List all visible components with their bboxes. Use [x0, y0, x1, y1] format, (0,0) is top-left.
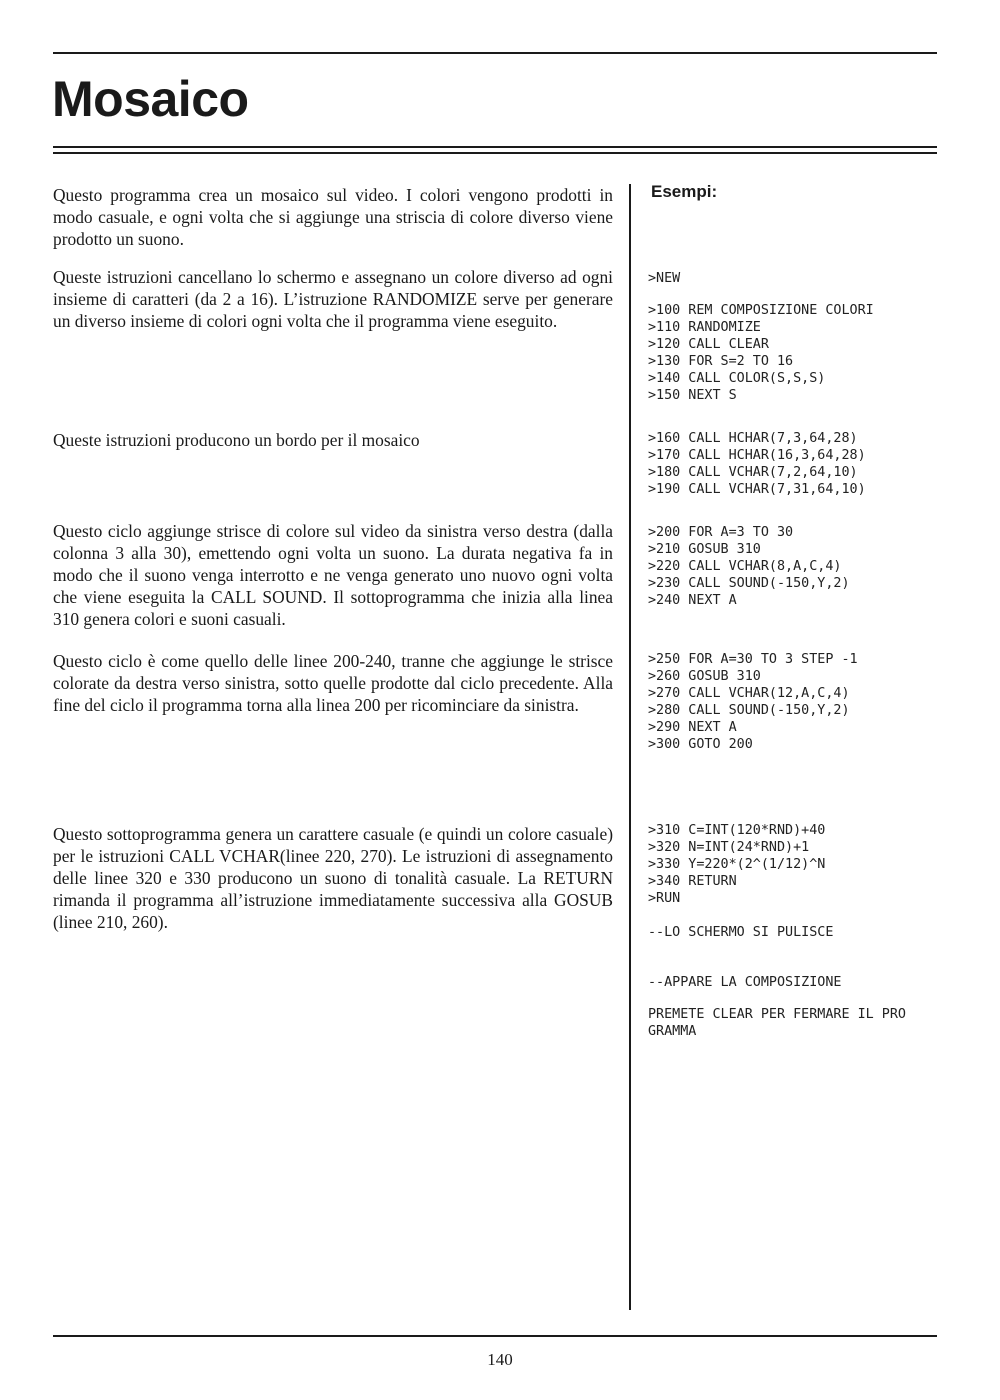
top-rule: [53, 52, 937, 54]
column-divider: [629, 184, 631, 1310]
code-setup: >100 REM COMPOSIZIONE COLORI >110 RANDOMIZE >120 CALL CLEAR >130 FOR S=2 TO 16 >140 CALL COLOR(S,S,S) >150 NEXT S: [648, 303, 874, 403]
title-double-rule-top: [53, 146, 937, 148]
paragraph-left-loop: Questo ciclo aggiunge strisce di colore sul video da sinistra verso destra (dalla colonna 3 alla 30), emettendo ogni volta un suono. La durata negativa fa in modo che il suono venga interrotto e ne venga generato uno nuovo ogni volta che viene eseguita la CALL SOUND. Il sottoprogramma che inizia alla linea 310 genera colori e suoni casuali.: [53, 521, 613, 629]
paragraph-subroutine: Questo sottoprogramma genera un carattere casuale (e quindi un colore casuale) per le istruzioni CALL VCHAR(linee 220, 270). Le istruzioni di assegnamento delle linee 320 e 330 producono un suono di tonalità casuale. La RETURN rimanda il programma all’istruzione immediatamente successiva alla GOSUB (linee 210, 260).: [53, 824, 613, 932]
output-compose: --APPARE LA COMPOSIZIONE: [648, 975, 842, 990]
code-new: >NEW: [648, 271, 681, 286]
bottom-rule: [53, 1335, 937, 1337]
code-right-loop: >250 FOR A=30 TO 3 STEP -1 >260 GOSUB 310 >270 CALL VCHAR(12,A,C,4) >280 CALL SOUND(-150,Y,2) >290 NEXT A >300 GOTO 200: [648, 652, 858, 752]
paragraph-right-loop: Questo ciclo è come quello delle linee 200-240, tranne che aggiunge le strisce colorate da destra verso sinistra, sotto quelle prodotte dal ciclo precedente. Alla fine del ciclo il programma torna alla linea 200 per ricominciare da sinistra.: [53, 651, 613, 715]
paragraph-intro: Questo programma crea un mosaico sul video. I colori vengono prodotti in modo casuale, e ogni volta che si aggiunge una striscia di colore diverso viene prodotto un suono.: [53, 185, 613, 249]
code-left-loop: >200 FOR A=3 TO 30 >210 GOSUB 310 >220 CALL VCHAR(8,A,C,4) >230 CALL SOUND(-150,Y,2) >240 NEXT A: [648, 525, 850, 608]
output-stop: PREMETE CLEAR PER FERMARE IL PRO GRAMMA: [648, 1007, 906, 1039]
code-subroutine: >310 C=INT(120*RND)+40 >320 N=INT(24*RND)+1 >330 Y=220*(2^(1/12)^N >340 RETURN >RUN: [648, 823, 826, 906]
examples-heading: Esempi:: [651, 182, 718, 201]
code-border: >160 CALL HCHAR(7,3,64,28) >170 CALL HCHAR(16,3,64,28) >180 CALL VCHAR(7,2,64,10) >190 CALL VCHAR(7,31,64,10): [648, 431, 866, 497]
paragraph-setup: Queste istruzioni cancellano lo schermo e assegnano un colore diverso ad ogni insieme di caratteri (da 2 a 16). L’istruzione RANDOMIZE serve per generare un diverso insieme di colori ogni volta che il programma viene eseguito.: [53, 267, 613, 331]
paragraph-border: Queste istruzioni producono un bordo per il mosaico: [53, 430, 420, 450]
page-title: Mosaico: [52, 71, 249, 127]
title-double-rule-bottom: [53, 152, 937, 154]
output-clear: --LO SCHERMO SI PULISCE: [648, 925, 834, 940]
page-number: 140: [487, 1350, 513, 1369]
